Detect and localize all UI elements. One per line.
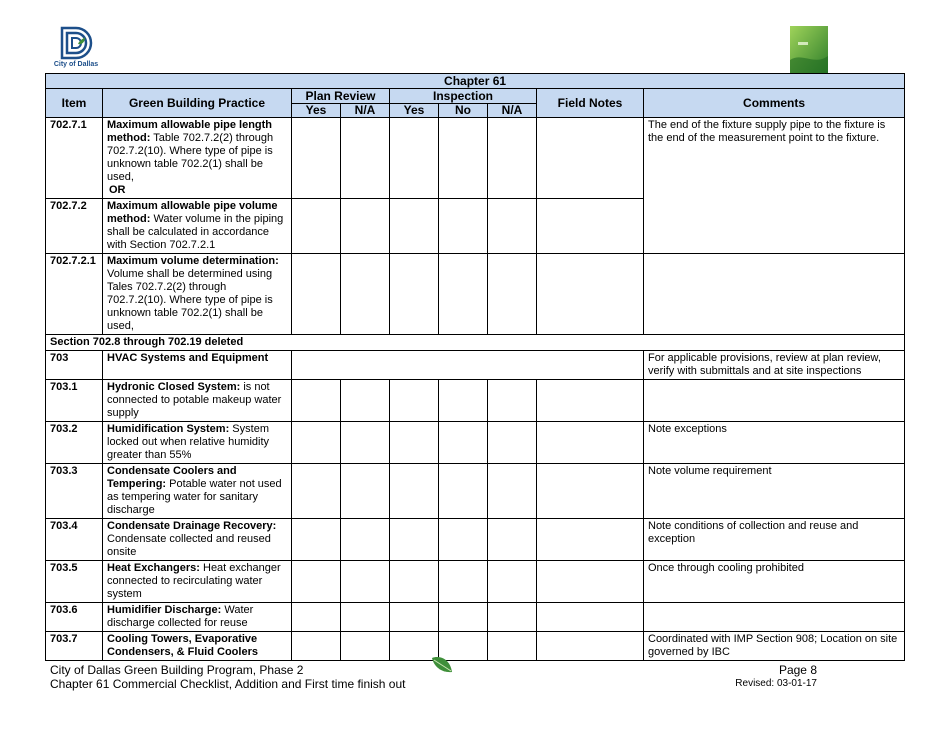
insp-no-cell[interactable] <box>439 464 488 519</box>
practice-text: Water volume in the piping shall be calculated in accordance with Section 702.7.2.1 <box>107 213 284 251</box>
plan-na-cell[interactable] <box>341 561 390 603</box>
practice-text: Heat exchanger connected to recirculating water system <box>107 562 281 600</box>
insp-no-cell[interactable] <box>439 519 488 561</box>
hvac-title: HVAC Systems and Equipment <box>103 351 292 380</box>
insp-no-cell[interactable] <box>439 254 488 335</box>
field-notes-cell[interactable] <box>537 632 644 661</box>
col-plan-review: Plan Review <box>292 89 390 104</box>
item-number: 703.3 <box>46 464 103 519</box>
plan-na-cell[interactable] <box>341 464 390 519</box>
green-building-logo <box>790 26 828 74</box>
col-item: Item <box>46 89 103 118</box>
practice-cell <box>103 464 292 519</box>
item-number: 702.7.2.1 <box>46 254 103 335</box>
comment-cell: The end of the fixture supply pipe to the fixture is the end of the measurement point to the fixture. <box>644 118 905 254</box>
col-practice: Green Building Practice <box>103 89 292 118</box>
item-number: 703.1 <box>46 380 103 422</box>
insp-na-cell[interactable] <box>488 380 537 422</box>
field-notes-cell[interactable] <box>537 603 644 632</box>
comment-cell: For applicable provisions, review at plan review, verify with submittals and at site inspections <box>644 351 905 380</box>
practice-or: OR <box>109 184 126 196</box>
insp-no-cell[interactable] <box>439 603 488 632</box>
field-notes-cell[interactable] <box>537 561 644 603</box>
comment-cell: Note volume requirement <box>644 464 905 519</box>
item-number: 703.5 <box>46 561 103 603</box>
practice-title: Maximum allowable pipe length method: <box>107 119 273 144</box>
insp-na-cell[interactable] <box>488 118 537 199</box>
practice-cell <box>103 632 292 661</box>
insp-yes-cell[interactable] <box>390 603 439 632</box>
plan-yes-cell[interactable] <box>292 118 341 199</box>
table-row <box>46 422 905 464</box>
plan-na-cell[interactable] <box>341 519 390 561</box>
practice-cell <box>103 561 292 603</box>
comment-cell: Coordinated with IMP Section 908; Location on site governed by IBC <box>644 632 905 661</box>
leaf-icon <box>430 655 454 675</box>
plan-yes-cell[interactable] <box>292 199 341 254</box>
checklist-table <box>45 73 905 661</box>
col-insp-yes: Yes <box>390 104 439 118</box>
plan-yes-cell[interactable] <box>292 603 341 632</box>
insp-yes-cell[interactable] <box>390 254 439 335</box>
col-plan-yes: Yes <box>292 104 341 118</box>
item-number: 702.7.1 <box>46 118 103 199</box>
practice-text: Volume shall be determined using Tales 702.7.2(2) through 702.7.2(10). Where type of pipe is unknown table 702.2(1) shall be used, <box>107 268 273 332</box>
col-inspection: Inspection <box>390 89 537 104</box>
insp-na-cell[interactable] <box>488 464 537 519</box>
table-row <box>46 118 905 199</box>
city-label: City of Dallas <box>53 61 99 68</box>
practice-title: Condensate Coolers and Tempering: <box>107 465 237 490</box>
hvac-blank-cell <box>292 351 644 380</box>
practice-title: Maximum allowable pipe volume method: <box>107 200 278 225</box>
insp-no-cell[interactable] <box>439 118 488 199</box>
col-insp-na: N/A <box>488 104 537 118</box>
table-row <box>46 380 905 422</box>
practice-text: is not connected to potable makeup water supply <box>107 381 282 419</box>
section-deleted-note: Section 702.8 through 702.19 deleted <box>46 335 905 351</box>
practice-text: Water discharge collected for reuse <box>107 604 254 629</box>
practice-text: Potable water not used as tempering water for sanitary discharge <box>107 478 282 516</box>
plan-yes-cell[interactable] <box>292 464 341 519</box>
plan-na-cell[interactable] <box>341 254 390 335</box>
chapter-title: Chapter 61 <box>46 74 905 89</box>
insp-yes-cell[interactable] <box>390 464 439 519</box>
section-row <box>46 335 905 351</box>
footer-right <box>735 663 817 691</box>
comment-cell: Once through cooling prohibited <box>644 561 905 603</box>
table-row <box>46 561 905 603</box>
item-number: 703.6 <box>46 603 103 632</box>
practice-title: Hydronic Closed System: <box>107 381 241 393</box>
practice-text: System locked out when relative humidity greater than 55% <box>107 423 270 461</box>
comment-cell <box>644 603 905 632</box>
plan-na-cell[interactable] <box>341 603 390 632</box>
col-field-notes: Field Notes <box>537 89 644 118</box>
hvac-row <box>46 351 905 380</box>
plan-na-cell[interactable] <box>341 632 390 661</box>
insp-no-cell[interactable] <box>439 422 488 464</box>
practice-cell <box>103 603 292 632</box>
practice-text: Condensate collected and reused onsite <box>107 533 271 558</box>
insp-yes-cell[interactable] <box>390 199 439 254</box>
field-notes-cell[interactable] <box>537 519 644 561</box>
insp-no-cell[interactable] <box>439 561 488 603</box>
table-row <box>46 254 905 335</box>
insp-na-cell[interactable] <box>488 422 537 464</box>
insp-na-cell[interactable] <box>488 519 537 561</box>
field-notes-cell[interactable] <box>537 254 644 335</box>
comment-cell <box>644 254 905 335</box>
table-row <box>46 632 905 661</box>
table-row <box>46 519 905 561</box>
insp-na-cell[interactable] <box>488 199 537 254</box>
practice-cell <box>103 519 292 561</box>
practice-cell <box>103 254 292 335</box>
practice-title: Condensate Drainage Recovery: <box>107 520 277 532</box>
comment-cell <box>644 380 905 422</box>
insp-no-cell[interactable] <box>439 380 488 422</box>
insp-na-cell[interactable] <box>488 561 537 603</box>
insp-yes-cell[interactable] <box>390 422 439 464</box>
insp-na-cell[interactable] <box>488 603 537 632</box>
table-row <box>46 464 905 519</box>
field-notes-cell[interactable] <box>537 422 644 464</box>
footer-checklist: Chapter 61 Commercial Checklist, Addition and First time finish out <box>50 677 406 691</box>
insp-yes-cell[interactable] <box>390 561 439 603</box>
practice-title: Humidification System: <box>107 423 230 435</box>
field-notes-cell[interactable] <box>537 464 644 519</box>
comment-cell: Note exceptions <box>644 422 905 464</box>
col-insp-no: No <box>439 104 488 118</box>
practice-text: Table 702.7.2(2) through 702.7.2(10). Where type of pipe is unknown table 702.2(1) shall be used, <box>107 132 274 183</box>
plan-yes-cell[interactable] <box>292 422 341 464</box>
city-of-dallas-logo <box>50 26 102 74</box>
insp-na-cell[interactable] <box>488 632 537 661</box>
plan-na-cell[interactable] <box>341 199 390 254</box>
insp-na-cell[interactable] <box>488 254 537 335</box>
insp-yes-cell[interactable] <box>390 380 439 422</box>
insp-no-cell[interactable] <box>439 199 488 254</box>
footer-left <box>50 663 405 691</box>
item-number: 703.7 <box>46 632 103 661</box>
city-logo-icon <box>58 26 94 60</box>
col-plan-na: N/A <box>341 104 390 118</box>
plan-yes-cell[interactable] <box>292 519 341 561</box>
table-row <box>46 603 905 632</box>
field-notes-cell[interactable] <box>537 118 644 199</box>
comment-cell: Note conditions of collection and reuse and exception <box>644 519 905 561</box>
plan-na-cell[interactable] <box>341 380 390 422</box>
green-badge-icon <box>790 26 828 74</box>
plan-yes-cell[interactable] <box>292 254 341 335</box>
page-number: Page 8 <box>778 663 817 677</box>
item-number: 702.7.2 <box>46 199 103 254</box>
practice-cell <box>103 380 292 422</box>
item-number: 703 <box>46 351 103 380</box>
practice-title: Heat Exchangers: <box>107 562 200 574</box>
insp-yes-cell[interactable] <box>390 118 439 199</box>
plan-yes-cell[interactable] <box>292 632 341 661</box>
practice-cell <box>103 422 292 464</box>
field-notes-cell[interactable] <box>537 199 644 254</box>
plan-na-cell[interactable] <box>341 422 390 464</box>
practice-cell <box>103 199 292 254</box>
practice-title: Maximum volume determination: <box>107 255 279 267</box>
plan-yes-cell[interactable] <box>292 561 341 603</box>
col-comments: Comments <box>644 89 905 118</box>
plan-na-cell[interactable] <box>341 118 390 199</box>
field-notes-cell[interactable] <box>537 380 644 422</box>
revised-date: Revised: 03-01-17 <box>735 678 817 689</box>
footer-program: City of Dallas Green Building Program, Phase 2 <box>50 663 304 677</box>
item-number: 703.4 <box>46 519 103 561</box>
item-number: 703.2 <box>46 422 103 464</box>
practice-title: Cooling Towers, Evaporative Condensers, & Fluid Coolers <box>107 633 258 658</box>
practice-cell <box>103 118 292 199</box>
plan-yes-cell[interactable] <box>292 380 341 422</box>
practice-title: Humidifier Discharge: <box>107 604 222 616</box>
insp-yes-cell[interactable] <box>390 519 439 561</box>
